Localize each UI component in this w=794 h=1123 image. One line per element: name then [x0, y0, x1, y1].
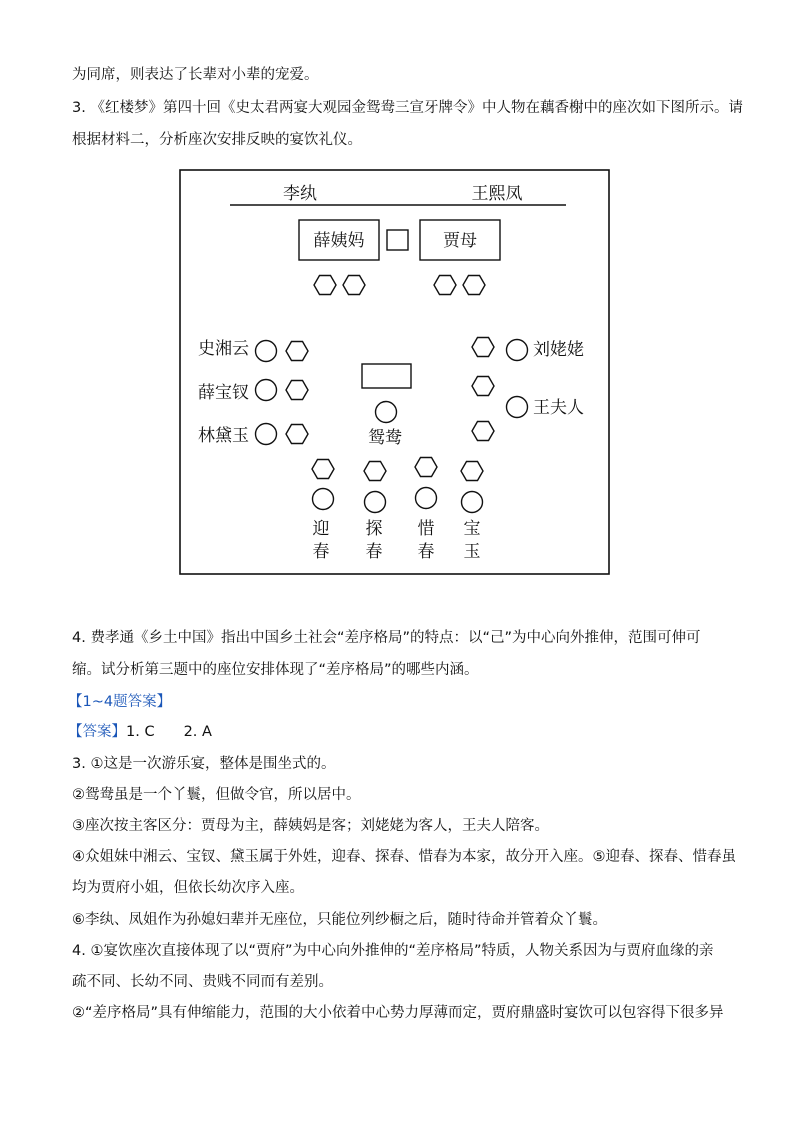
label-yuanyang: 鸳鸯: [368, 428, 402, 448]
answer-3-line-5: 均为贾府小姐，但依长幼次序入座。: [72, 880, 304, 896]
hexagon-table: [312, 460, 334, 479]
answer-3-line-4: ④众姐妹中湘云、宝钗、黛玉属于外姓，迎春、探春、惜春为本家，故分开入座。⑤迎春、探春、惜春虽: [72, 849, 736, 865]
answer-3-line-1: 3. ①这是一次游乐宴，整体是围坐式的。: [72, 756, 336, 772]
label-xichun-1: 惜: [417, 519, 435, 539]
hexagon-table: [343, 276, 365, 295]
hexagon-table: [286, 342, 308, 361]
hexagon-table: [472, 338, 494, 357]
label-yingchun-1: 迎: [312, 519, 330, 539]
question-3-line-2: 根据材料二，分析座次安排反映的宴饮礼仪。: [72, 132, 362, 148]
answer-4-line-3: ②“差序格局”具有伸缩能力，范围的大小依着中心势力厚薄而定，贾府鼎盛时宴饮可以包容得下很多异: [72, 1005, 724, 1021]
answer-3-line-2: ②鸳鸯虽是一个丫鬟，但做令官，所以居中。: [72, 787, 361, 803]
label-liu-laolao: 刘姥姥: [533, 340, 584, 360]
label-xichun-2: 春: [417, 542, 435, 562]
seat-circle: [256, 424, 277, 445]
answer-3-line-6: ⑥李纨、凤姐作为孙媳妇辈并无座位，只能位列纱橱之后，随时待命并管着众丫鬟。: [72, 912, 607, 928]
seat-circle: [313, 489, 334, 510]
hexagon-table: [461, 462, 483, 481]
seat-circle: [462, 492, 483, 513]
question-4-line-1: 4. 费孝通《乡土中国》指出中国乡土社会“差序格局”的特点：以“己”为中心向外推伸，范围可伸可: [72, 630, 701, 646]
answer-header: 【1~4题答案】: [68, 694, 172, 710]
question-3-line-1: 3. 《红楼梦》第四十回《史太君两宴大观园金鸳鸯三宣牙牌令》中人物在藕香榭中的座次如下图所示。请: [72, 100, 743, 116]
label-lin-daiyu: 林黛玉: [198, 426, 249, 446]
answer-3-line-3: ③座次按主客区分：贾母为主，薛姨妈是客；刘姥姥为客人，王夫人陪客。: [72, 818, 549, 834]
label-jia-mu: 贾母: [443, 231, 477, 251]
label-li-wan: 李纨: [283, 184, 317, 204]
hexagon-table: [472, 377, 494, 396]
answer-1-2-text: 1. C 2. A: [126, 724, 212, 740]
hexagon-table: [364, 462, 386, 481]
hexagon-table: [286, 425, 308, 444]
hexagon-table: [463, 276, 485, 295]
label-xue-baochai: 薛宝钗: [198, 383, 249, 403]
seat-circle: [507, 397, 528, 418]
label-shi-xiangyun: 史湘云: [198, 339, 249, 359]
seat-circle: [376, 402, 397, 423]
question-4-line-2: 缩。试分析第三题中的座位安排体现了“差序格局”的哪些内涵。: [72, 662, 479, 678]
hexagon-table: [286, 381, 308, 400]
hexagon-table: [472, 422, 494, 441]
label-tanchun-1: 探: [365, 519, 383, 539]
hexagon-tables: [286, 276, 494, 481]
hexagon-table: [415, 458, 437, 477]
label-xue-yima: 薛姨妈: [313, 231, 365, 251]
hexagon-table: [314, 276, 336, 295]
circle-seats: [256, 340, 528, 513]
answer-4-line-1: 4. ①宴饮座次直接体现了以“贾府”为中心向外推伸的“差序格局”特质，人物关系因为与贾府血缘的亲: [72, 943, 714, 959]
label-yingchun-2: 春: [312, 542, 330, 562]
answer-label: 【答案】: [68, 724, 126, 740]
seat-circle: [507, 340, 528, 361]
text-line: 为同席，则表达了长辈对小辈的宠爱。: [72, 67, 319, 83]
answer-1-2: [68, 722, 212, 742]
label-wang-furen: 王夫人: [533, 398, 584, 418]
seat-circle: [365, 492, 386, 513]
small-table: [387, 230, 408, 250]
seat-circle: [256, 380, 277, 401]
label-baoyu-1: 宝: [463, 519, 481, 539]
answer-4-line-2: 疏不同、长幼不同、贵贱不同而有差别。: [72, 974, 333, 990]
hexagon-table: [434, 276, 456, 295]
center-table: [362, 364, 411, 388]
seat-circle: [256, 341, 277, 362]
label-baoyu-2: 玉: [463, 542, 481, 562]
label-wang-xifeng: 王熙凤: [471, 184, 523, 204]
seat-circle: [416, 488, 437, 509]
label-tanchun-2: 春: [365, 542, 383, 562]
